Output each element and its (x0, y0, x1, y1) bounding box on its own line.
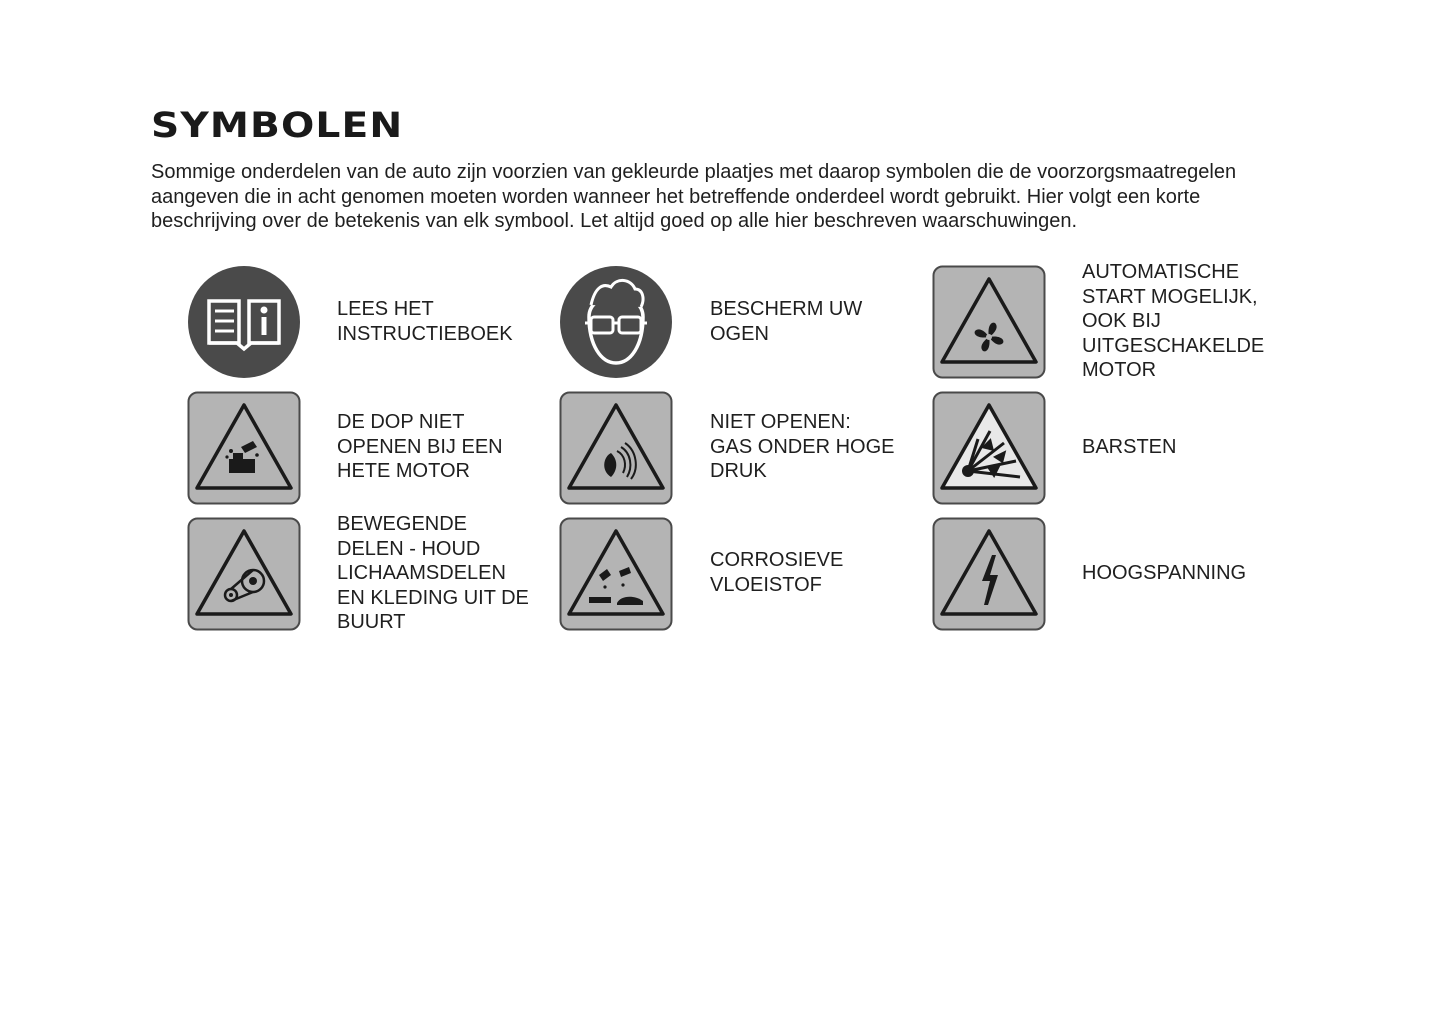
symbol-label: BESCHERM UW OGEN (710, 298, 863, 345)
fan-warning-icon (932, 265, 1046, 379)
symbol-label: BARSTEN (1082, 436, 1177, 458)
symbol-label: AUTOMATISCHE START MOGELIJK, OOK BIJ UITGESCHAKELDE MOTOR (1082, 261, 1265, 381)
read-manual-icon (187, 265, 301, 379)
explosion-warning-icon (932, 391, 1046, 505)
symbol-label: BEWEGENDE DELEN - HOUD LICHAAMSDELEN EN KLEDING UIT DE BUURT (337, 513, 529, 633)
hot-cap-warning-icon (187, 391, 301, 505)
high-voltage-warning-icon (932, 517, 1046, 631)
symbol-label: NIET OPENEN: GAS ONDER HOGE DRUK (710, 411, 895, 482)
symbol-label: CORROSIEVE VLOEISTOF (710, 549, 844, 596)
symbol-label: HOOGSPANNING (1082, 562, 1247, 584)
corrosive-warning-icon (559, 517, 673, 631)
intro-paragraph: Sommige onderdelen van de auto zijn voorzien van gekleurde plaatjes met daarop symbolen die de voorzorgsmaatregelen aangeven die in acht genomen moeten worden wanneer het betreffende onderdeel wordt gebruikt. Hier volgt een korte beschrijving over de betekenis van elk symbool. Let altijd goed op alle hier beschreven waarschuwingen. (151, 161, 1237, 232)
moving-parts-warning-icon (187, 517, 301, 631)
protect-eyes-icon (559, 265, 673, 379)
pressure-warning-icon (559, 391, 673, 505)
page-title: SYMBOLEN (151, 106, 404, 146)
symbol-label: LEES HET INSTRUCTIEBOEK (337, 298, 513, 345)
symbol-label: DE DOP NIET OPENEN BIJ EEN HETE MOTOR (337, 411, 503, 482)
